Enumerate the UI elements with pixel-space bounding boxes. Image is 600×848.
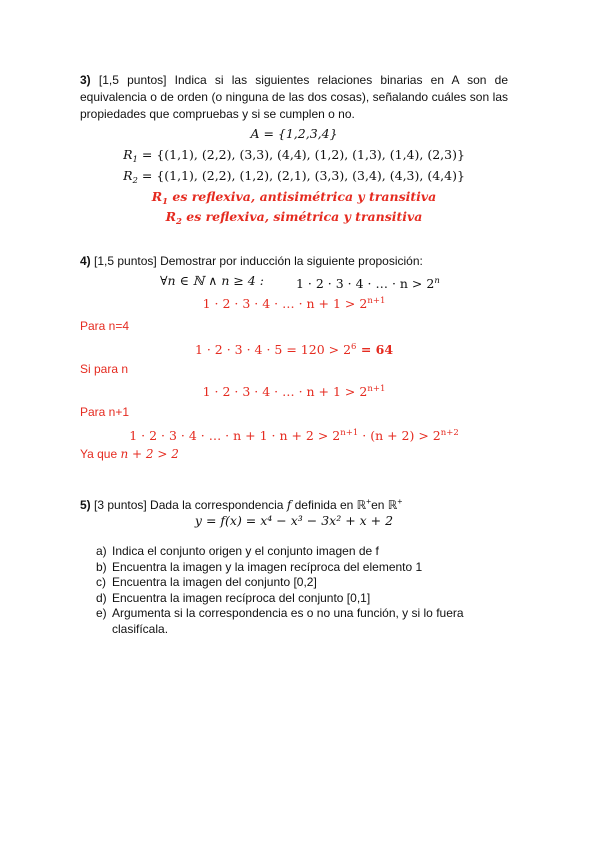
label-si-para-n: Si para n xyxy=(80,362,129,376)
induction-step: 1 · 2 · 3 · 4 · … · $n + 1 \cdot n + 2 > 2^{n+1} \cdot (n + 2) > 2^{n+2}$ xyxy=(129,428,459,443)
list-item: b) Encuentra la imagen y la imagen recíproca del elemento 1 xyxy=(96,559,423,574)
question-3-text: [1,5 puntos] Indica si las siguientes relaciones binarias en A son de equivalencia o de orden (o ninguna de las dos cosas), señalando cuáles son las propiedades que compruebas y si se cumplen o no. xyxy=(80,73,508,121)
question-3-number: 3) xyxy=(80,73,91,87)
answer-r1: $R_1$ es reflexiva, antisimétrica y transitiva xyxy=(151,189,437,207)
list-item: a) Indica el conjunto origen y el conjunto imagen de f xyxy=(96,544,379,558)
base-case: $1 \cdot 2 \cdot 3 \cdot 4 \cdot 5 = 120 > 2^6 = 64$ xyxy=(194,342,394,357)
proposition-inequality: 1 · 2 · 3 · 4 · … · $n > 2^n$ xyxy=(296,276,440,291)
question-4-number: 4) xyxy=(80,254,91,268)
ya-que-conclusion: Ya que n + 2 > 2 xyxy=(80,447,179,461)
label-para-n1: Para n+1 xyxy=(80,405,130,419)
question-4-text: [1,5 puntos] Demostrar por inducción la siguiente proposición: xyxy=(94,254,423,268)
list-item: c) Encuentra la imagen del conjunto [0,2] xyxy=(96,575,317,589)
question-5-number: 5) xyxy=(80,498,91,512)
induction-hypothesis: 1 · 2 · 3 · 4 · … · $n + 1 > 2^{n+1}$ xyxy=(202,384,386,399)
set-a-definition: A = {1,2,3,4} xyxy=(250,126,338,141)
list-item: d) Encuentra la imagen recíproca del conjunto [0,1] xyxy=(96,590,371,605)
function-definition: y = f(x) = x⁴ − x³ − 3x² + x + 2 xyxy=(194,513,394,528)
question-5-subitems xyxy=(96,544,516,637)
proposition-quantifier: ∀n ∈ ℕ ∧ n ≥ 4 : xyxy=(160,273,264,288)
question-5-statement: 5) [3 puntos] Dada la correspondencia f definida en ℝ+en ℝ+ xyxy=(80,496,403,512)
question-4-statement xyxy=(80,253,423,269)
relation-r1-definition: $R_1 = \{(1,1)$, (2,2), (3,3), (4,4), (1,2), (1,3), (1,4), (2,3)} xyxy=(123,147,465,165)
answer-r2: $R_2$ es reflexiva, simétrica y transitiva xyxy=(165,209,423,227)
label-para-n4: Para n=4 xyxy=(80,319,130,333)
induction-goal: 1 · 2 · 3 · 4 · … · $n + 1 > 2^{n+1}$ xyxy=(202,296,386,311)
question-3-statement xyxy=(80,72,508,123)
list-item: e) Argumenta si la correspondencia es o no una función, y si lo fuera clasifícala. xyxy=(96,606,464,636)
relation-r2-definition: $R_2 = \{(1,1)$, (2,2), (1,2), (2,1), (3,3), (3,4), (4,3), (4,4)} xyxy=(123,168,465,186)
